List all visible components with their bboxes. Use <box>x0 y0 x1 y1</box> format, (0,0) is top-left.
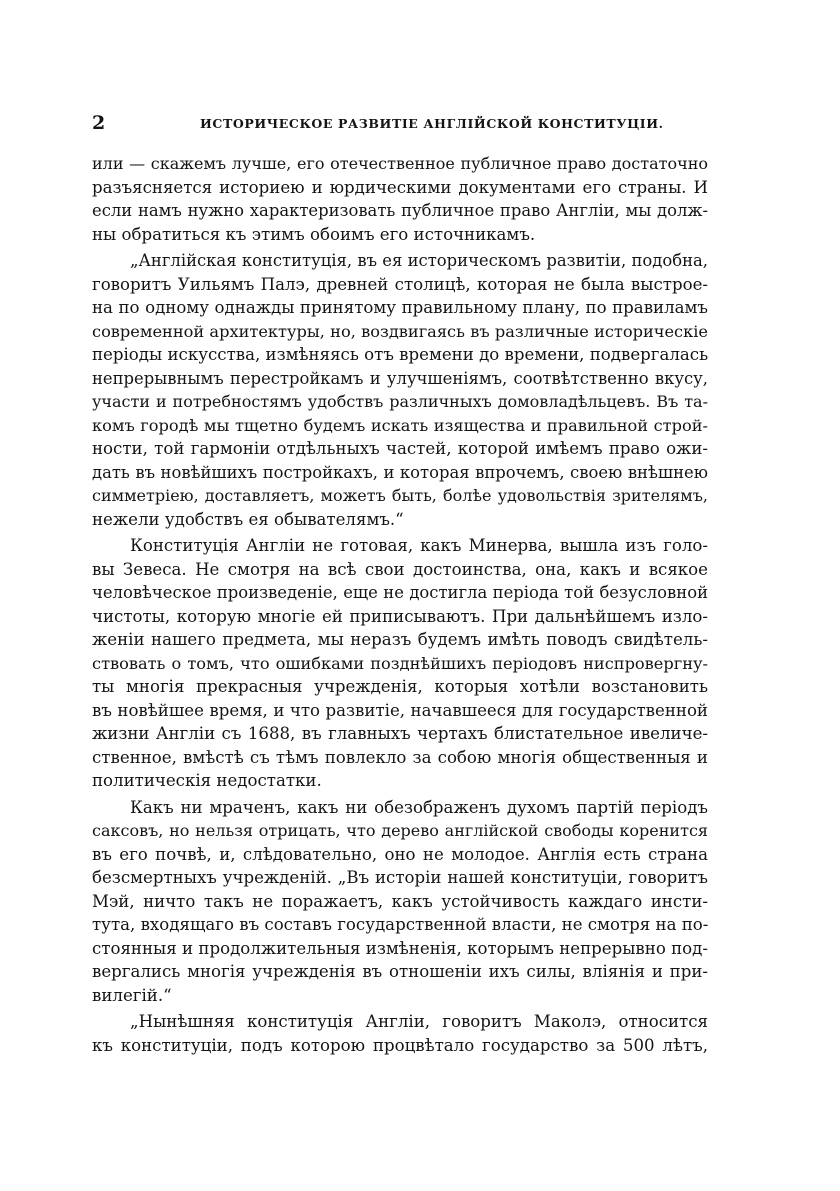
text-line: періоды искусства, измѣняясь отъ времени до времени, подвергалась <box>92 345 708 364</box>
page-header <box>92 112 708 138</box>
text-line: стоянныя и продолжительныя измѣненія, которымъ непрерывно под- <box>92 938 708 958</box>
paragraph <box>92 796 708 1008</box>
text-line: ты многія прекрасныя учрежденія, которыя хотѣли возстановить <box>92 677 708 696</box>
text-line: Конституція Англіи не готовая, какъ Минерва, вышла изъ голо- <box>130 536 708 555</box>
text-line: женіи нашего предмета, мы неразъ будемъ имѣть поводъ свидѣтель- <box>92 630 708 649</box>
text-line: если намъ нужно характеризовать публичное право Англіи, мы долж- <box>92 201 708 220</box>
text-line: „Англійская конституція, въ ея историческомъ развитіи, подобна, <box>130 251 708 270</box>
text-line: „Нынѣшняя конституція Англіи, говоритъ Маколэ, относится <box>130 1012 708 1031</box>
text-line: въ его почвѣ, и, слѣдовательно, оно не молодое. Англія есть страна <box>92 844 708 864</box>
text-line: къ конституціи, подъ которою процвѣтало государство за 500 лѣтъ, <box>92 1035 708 1055</box>
text-line: безсмертныхъ учрежденій. „Въ исторіи нашей конституціи, говоритъ <box>92 868 708 887</box>
text-line: нежели удобствъ ея обывателямъ.“ <box>92 509 404 529</box>
text-line: жизни Англіи съ 1688, въ главныхъ чертахъ блистательное ивеличе- <box>92 724 708 743</box>
paragraph <box>92 1010 708 1057</box>
text-line: вергались многія учрежденія въ отношеніи ихъ силы, вліянія и при- <box>92 962 708 981</box>
paragraph <box>92 534 708 793</box>
text-line: тута, входящаго въ составъ государственной власти, не смотря на по- <box>92 915 708 934</box>
text-line: участи и потребностямъ удобствъ различныхъ домовладѣльцевъ. Въ та- <box>92 392 708 411</box>
text-line: современной архитектуры, но, воздвигаясь въ различные историческіе <box>92 321 708 341</box>
text-line: саксовъ, но нельзя отрицать, что дерево англійской свободы коренится <box>92 821 708 840</box>
text-line: дать въ новѣйшихъ постройкахъ, и которая впрочемъ, своею внѣшнею <box>92 462 708 482</box>
text-line: политическія недостатки. <box>92 771 322 790</box>
text-line: или — скажемъ лучше, его отечественное публичное право достаточно <box>92 154 708 173</box>
text-line: чистоты, которую многіе ей приписываютъ. При дальнѣйшемъ изло- <box>92 606 708 626</box>
text-line: комъ городѣ мы тщетно будемъ искать изящества и правильной строй- <box>92 415 708 435</box>
text-line: Какъ ни мраченъ, какъ ни обезображенъ духомъ партій періодъ <box>130 797 708 817</box>
paragraph <box>92 152 708 246</box>
text-line: ности, той гармоніи отдѣльныхъ частей, которой имѣемъ право ожи- <box>92 439 708 458</box>
text-line: въ новѣйшее время, и что развитіе, начавшееся для государственной <box>92 700 708 720</box>
text-line: вы Зевеса. Не смотря на всѣ свои достоинства, она, какъ и всякое <box>92 559 708 579</box>
text-line: ны обратиться къ этимъ обоимъ его источникамъ. <box>92 224 536 244</box>
text-line: ственное, вмѣстѣ съ тѣмъ повлекло за собою многія общественныя и <box>92 747 708 767</box>
page-number: 2 <box>92 112 106 134</box>
text-line: непрерывнымъ перестройкамъ и улучшеніямъ, соотвѣтственно вкусу, <box>92 368 708 388</box>
text-line: вилегій.“ <box>92 985 172 1005</box>
text-line: говоритъ Уильямъ Палэ, древней столицѣ, которая не была выстрое- <box>92 274 708 294</box>
text-line: Мэй, ничто такъ не поражаетъ, какъ устойчивость каждаго инсти- <box>92 891 708 911</box>
text-line: ствовать о томъ, что ошибками позднѣйшихъ періодовъ ниспровергну- <box>92 653 708 673</box>
text-line: человѣческое произведеніе, еще не достигла періода той безусловной <box>92 583 708 602</box>
paragraph <box>92 249 708 531</box>
text-line: на по одному однажды принятому правильному плану, по правиламъ <box>92 298 708 317</box>
text-line: разъясняется историею и юрдическими документами его страны. И <box>92 177 708 197</box>
body-text <box>92 152 708 1057</box>
text-line: симметріею, доставляетъ, можетъ быть, болѣе удовольствія зрителямъ, <box>92 486 708 505</box>
running-head: ИСТОРИЧЕСКОЕ РАЗВИТІЕ АНГЛІЙСКОЙ КОНСТИТУЦІИ. <box>200 116 664 131</box>
